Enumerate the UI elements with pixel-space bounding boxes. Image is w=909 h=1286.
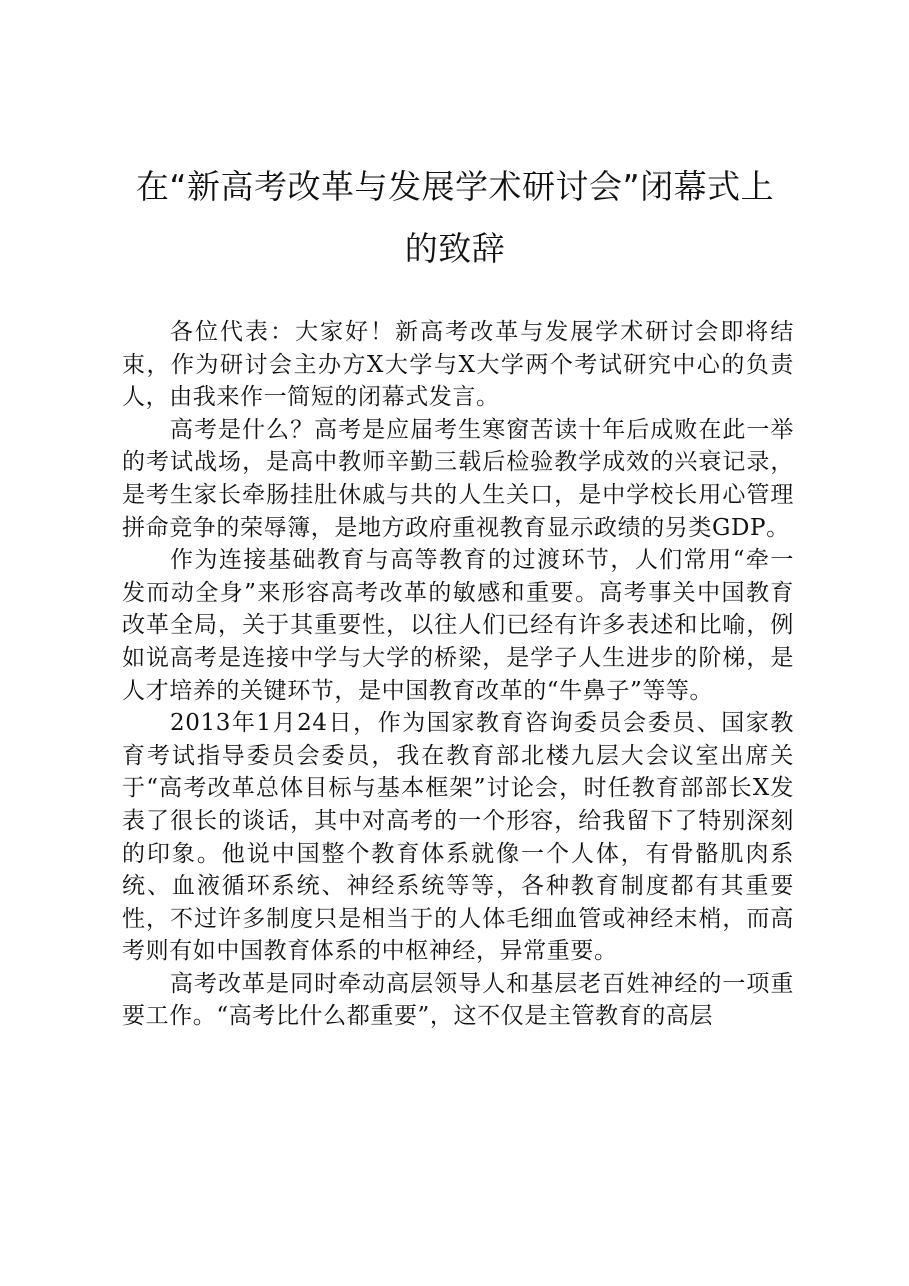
paragraph-greeting: 各位代表：大家好！新高考改革与发展学术研讨会即将结束，作为研讨会主办方X大学与X大学两个考试研究中心的负责人，由我来作一简短的闭幕式发言。 [122,319,794,411]
title-line-1: 在“新高考改革与发展学术研讨会”闭幕式上 [135,167,775,206]
paragraph-2013-meeting: 2013年1月24日，作为国家教育咨询委员会委员、国家教育考试指导委员会委员，我在教育部北楼九层大会议室出席关于“高考改革总体目标与基本框架”讨论会，时任教育部部长X发表了很长的谈话，其中对高考的一个形容，给我留下了特别深刻的印象。他说中国整个教育体系就像一个人体，有骨骼肌肉系统、血液循环系统、神经系统等等，各种教育制度都有其重要性，不过许多制度只是相当于的人体毛细血管或神经末梢，而高考则有如中国教育体系的中枢神经，异常重要。 [122,710,794,965]
paragraph-importance: 作为连接基础教育与高等教育的过渡环节，人们常用“牵一发而动全身”来形容高考改革的敏感和重要。高考事关中国教育改革全局，关于其重要性，以往人们已经有许多表述和比喻，例如说高考是连接中学与大学的桥梁，是学子人生进步的阶梯，是人才培养的关键环节，是中国教育改革的“牛鼻子”等等。 [122,547,794,704]
paragraph-reform-nerves: 高考改革是同时牵动高层领导人和基层老百姓神经的一项重要工作。“高考比什么都重要”，这不仅是主管教育的高层 [122,970,794,1030]
paragraph-what-is-gaokao: 高考是什么？高考是应届考生寒窗苦读十年后成败在此一举的考试战场，是高中教师辛勤三载后检验教学成效的兴衰记录，是考生家长牵肠挂肚休戚与共的人生关口，是中学校长用心管理拼命竞争的荣辱簿，是地方政府重视教育显示政绩的另类GDP。 [122,416,794,541]
title-line-2: 的致辞 [404,229,506,268]
document-title [110,156,800,280]
document-body [122,316,794,1033]
